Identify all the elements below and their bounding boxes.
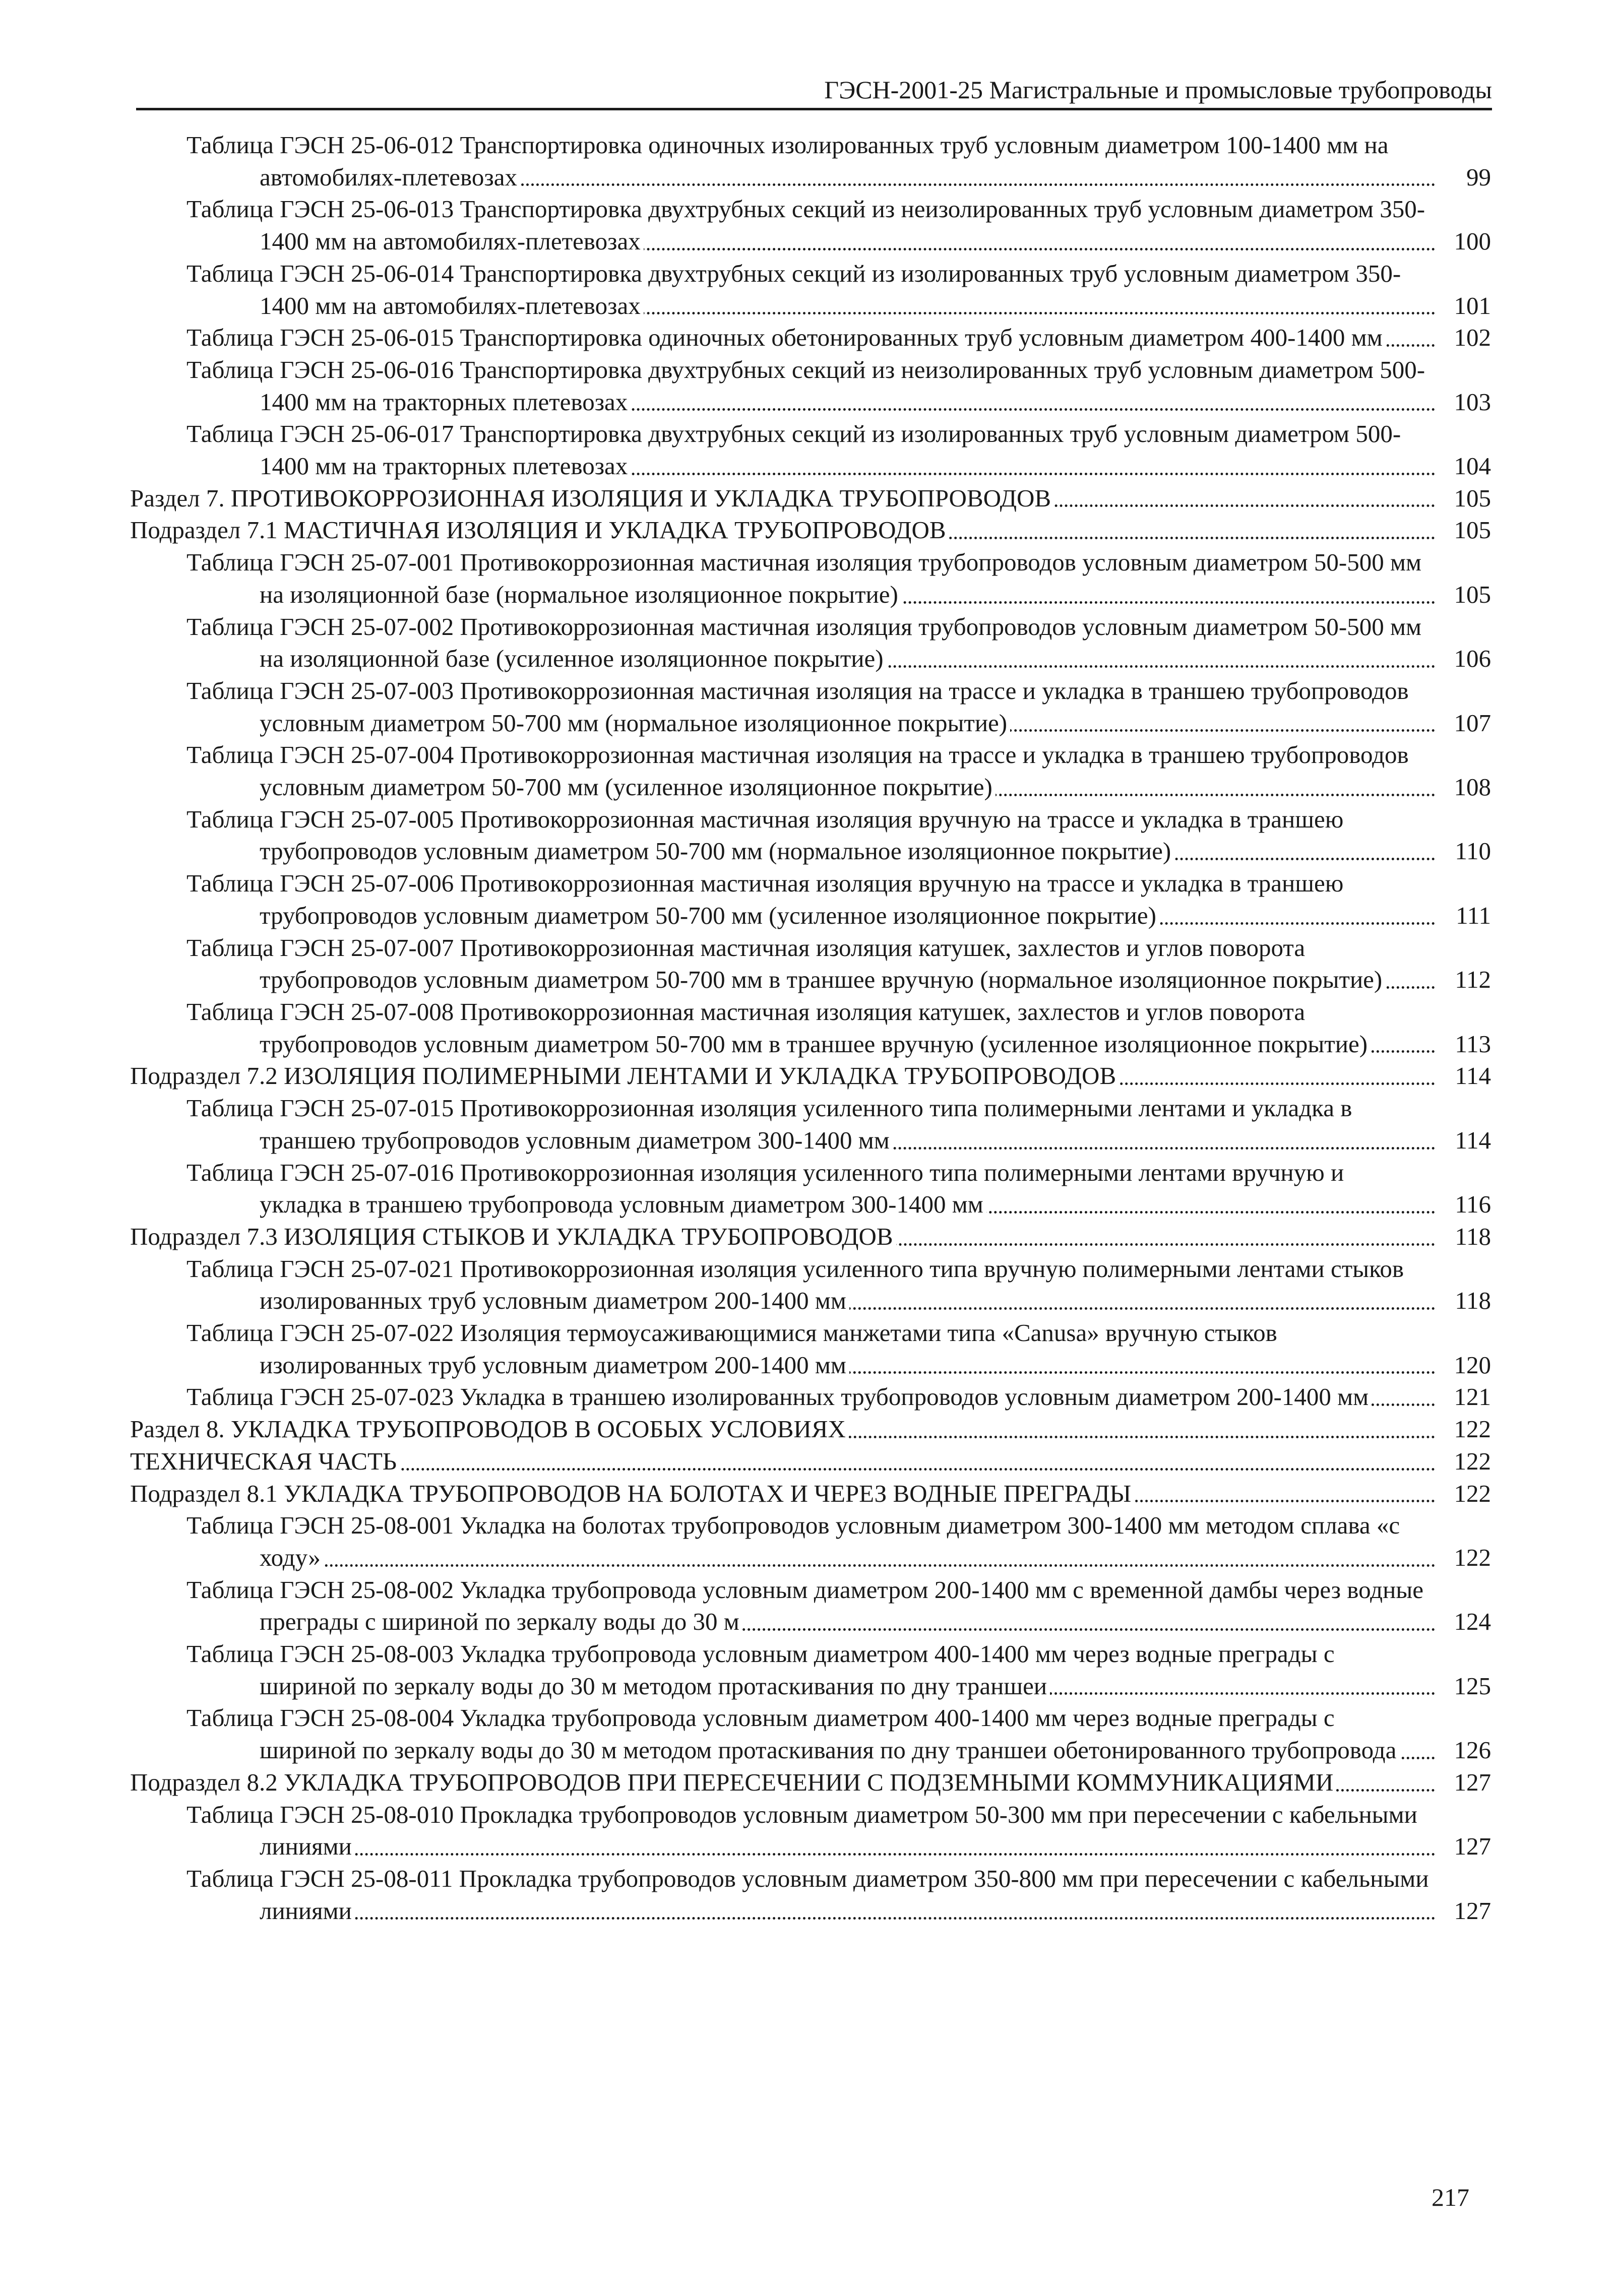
toc-entry-page: 101 xyxy=(1450,290,1492,322)
toc-entry-title: Таблица ГЭСН 25-07-015 Противокоррозионная изоляция усиленного типа полимерными лентами и укладка в траншею трубопроводов условным диаметром 300-1400 мм xyxy=(187,1094,1352,1154)
toc-table-entry[interactable] xyxy=(187,1092,1491,1156)
toc-entry-page: 118 xyxy=(1451,1221,1491,1253)
toc-table-entry[interactable] xyxy=(187,258,1491,322)
toc-entry-page: 122 xyxy=(1450,1445,1492,1478)
toc-entry-page: 121 xyxy=(1450,1381,1492,1413)
toc-table-entry[interactable] xyxy=(187,1799,1491,1863)
toc-entry-page: 110 xyxy=(1451,835,1491,867)
toc-entry-title: Подраздел 7.1 МАСТИЧНАЯ ИЗОЛЯЦИЯ И УКЛАДКА ТРУБОПРОВОДОВ xyxy=(130,516,949,544)
toc-entry-title: Таблица ГЭСН 25-07-002 Противокоррозионная мастичная изоляция трубопроводов условным диаметром 50-500 мм на изоляционной базе (усиленное изоляционное покрытие) xyxy=(187,612,1421,673)
toc-table-entry[interactable] xyxy=(187,739,1491,803)
toc-entry-title: Раздел 7. ПРОТИВОКОРРОЗИОННАЯ ИЗОЛЯЦИЯ И УКЛАДКА ТРУБОПРОВОДОВ xyxy=(130,484,1054,512)
toc-entry-page: 114 xyxy=(1451,1060,1491,1092)
toc-table-entry[interactable] xyxy=(187,1253,1491,1317)
toc-entry-page: 116 xyxy=(1451,1188,1491,1221)
toc-table-entry[interactable] xyxy=(187,1638,1491,1702)
toc-entry-title: Таблица ГЭСН 25-07-022 Изоляция термоусаживающимися манжетами типа «Canusa» вручную стыков изолированных труб условным диаметром 200-1400 мм xyxy=(187,1319,1277,1379)
toc-entry-page: 113 xyxy=(1451,1028,1491,1060)
toc-entry-page: 122 xyxy=(1450,1478,1492,1510)
toc-subsection-entry[interactable] xyxy=(130,1221,1491,1253)
toc-entry-title: Таблица ГЭСН 25-06-012 Транспортировка одиночных изолированных труб условным диаметром 100-1400 мм на автомобилях-плетевозах xyxy=(187,131,1389,191)
toc-table-entry[interactable] xyxy=(187,1702,1491,1766)
toc-entry-page: 105 xyxy=(1450,514,1492,546)
toc-entry-page: 112 xyxy=(1451,964,1491,996)
toc-entry-title: Таблица ГЭСН 25-08-002 Укладка трубопровода условным диаметром 200-1400 мм с временной дамбы через водные преграды с шириной по зеркалу воды до 30 м xyxy=(187,1575,1423,1636)
toc-entry-title: Таблица ГЭСН 25-07-008 Противокоррозионная мастичная изоляция катушек, захлестов и углов поворота трубопроводов условным диаметром 50-700 мм в траншее вручную (усиленное изоляционное покрытие) xyxy=(187,998,1371,1058)
toc-entry-title: Таблица ГЭСН 25-07-005 Противокоррозионная мастичная изоляция вручную на трассе и укладка в траншею трубопроводов условным диаметром 50-700 мм (нормальное изоляционное покрытие) xyxy=(187,805,1344,865)
toc-entry-page: 99 xyxy=(1462,161,1491,194)
toc-table-entry[interactable] xyxy=(187,996,1491,1060)
toc-subsection-entry[interactable] xyxy=(130,514,1491,546)
toc-entry-title: Таблица ГЭСН 25-06-014 Транспортировка двухтрубных секций из изолированных труб условным диаметром 350-1400 мм на автомобилях-плетевозах xyxy=(187,259,1401,320)
toc-entry-title: Таблица ГЭСН 25-06-017 Транспортировка двухтрубных секций из изолированных труб условным диаметром 500-1400 мм на тракторных плетевозах xyxy=(187,420,1401,480)
toc-table-entry[interactable] xyxy=(187,1317,1491,1381)
toc-entry-title: Таблица ГЭСН 25-06-013 Транспортировка двухтрубных секций из неизолированных труб условным диаметром 350-1400 мм на автомобилях-плетевозах xyxy=(187,195,1425,256)
toc-table-entry[interactable] xyxy=(187,546,1491,610)
toc-entry-page: 126 xyxy=(1450,1734,1492,1766)
toc-entry-title: Подраздел 8.1 УКЛАДКА ТРУБОПРОВОДОВ НА БОЛОТАХ И ЧЕРЕЗ ВОДНЫЕ ПРЕГРАДЫ xyxy=(130,1480,1134,1507)
toc-table-entry[interactable] xyxy=(187,1574,1491,1638)
page-number: 217 xyxy=(1432,2183,1469,2211)
toc-table-entry[interactable] xyxy=(187,932,1491,996)
toc-section-entry[interactable] xyxy=(130,1413,1491,1445)
toc-table-entry[interactable] xyxy=(187,1381,1491,1413)
toc-entry-title: Таблица ГЭСН 25-07-007 Противокоррозионная мастичная изоляция катушек, захлестов и углов поворота трубопроводов условным диаметром 50-700 мм в траншее вручную (нормальное изоляционное покрытие) xyxy=(187,934,1385,994)
toc-entry-title: Таблица ГЭСН 25-07-004 Противокоррозионная мастичная изоляция на трассе и укладка в траншею трубопроводов условным диаметром 50-700 мм (усиленное изоляционное покрытие) xyxy=(187,741,1409,801)
toc-subsection-entry[interactable] xyxy=(130,1060,1491,1092)
toc-entry-title: Таблица ГЭСН 25-08-003 Укладка трубопровода условным диаметром 400-1400 мм через водные преграды с шириной по зеркалу воды до 30 м методом протаскивания по дну траншеи xyxy=(187,1640,1335,1700)
toc-entry-page: 103 xyxy=(1450,386,1492,418)
toc-entry-page: 125 xyxy=(1450,1670,1492,1702)
toc-entry-title: Таблица ГЭСН 25-06-016 Транспортировка двухтрубных секций из неизолированных труб условным диаметром 500-1400 мм на тракторных плетевозах xyxy=(187,355,1425,416)
toc-table-entry[interactable] xyxy=(187,1509,1491,1573)
toc-entry-page: 127 xyxy=(1450,1830,1492,1863)
toc-table-entry[interactable] xyxy=(187,803,1491,867)
toc-subsection-entry[interactable] xyxy=(130,1478,1491,1510)
toc-table-entry[interactable] xyxy=(187,611,1491,675)
toc-entry-page: 106 xyxy=(1450,643,1492,675)
toc-entry-page: 100 xyxy=(1450,225,1492,258)
toc-section-entry[interactable] xyxy=(130,1445,1491,1478)
toc-entry-title: Подраздел 7.3 ИЗОЛЯЦИЯ СТЫКОВ И УКЛАДКА ТРУБОПРОВОДОВ xyxy=(130,1223,896,1250)
toc-table-entry[interactable] xyxy=(187,129,1491,193)
toc-entry-page: 102 xyxy=(1450,322,1492,354)
toc-entry-title: Таблица ГЭСН 25-07-001 Противокоррозионная мастичная изоляция трубопроводов условным диаметром 50-500 мм на изоляционной базе (нормальное изоляционное покрытие) xyxy=(187,548,1421,608)
toc-entry-title: Таблица ГЭСН 25-07-023 Укладка в траншею изолированных трубопроводов условным диаметром 200-1400 мм xyxy=(187,1383,1372,1411)
toc-entry-title: Таблица ГЭСН 25-08-010 Прокладка трубопроводов условным диаметром 50-300 мм при пересечении с кабельными линиями xyxy=(187,1800,1417,1861)
toc-entry-page: 104 xyxy=(1450,450,1492,482)
toc-table-entry[interactable] xyxy=(187,1863,1491,1927)
table-of-contents xyxy=(130,129,1491,1927)
toc-section-entry[interactable] xyxy=(130,482,1491,515)
toc-entry-page: 122 xyxy=(1450,1413,1492,1445)
toc-table-entry[interactable] xyxy=(187,1157,1491,1221)
toc-table-entry[interactable] xyxy=(187,867,1491,931)
toc-entry-title: Таблица ГЭСН 25-07-006 Противокоррозионная мастичная изоляция вручную на трассе и укладка в траншею трубопроводов условным диаметром 50-700 мм (усиленное изоляционное покрытие) xyxy=(187,869,1344,929)
toc-entry-title: Таблица ГЭСН 25-08-011 Прокладка трубопроводов условным диаметром 350-800 мм при пересечении с кабельными линиями xyxy=(187,1864,1429,1925)
toc-table-entry[interactable] xyxy=(187,322,1491,354)
toc-entry-title: Подраздел 8.2 УКЛАДКА ТРУБОПРОВОДОВ ПРИ ПЕРЕСЕЧЕНИИ С ПОДЗЕМНЫМИ КОММУНИКАЦИЯМИ xyxy=(130,1768,1336,1796)
running-header: ГЭСН-2001-25 Магистральные и промысловые трубопроводы xyxy=(136,75,1492,110)
toc-entry-title: Таблица ГЭСН 25-08-004 Укладка трубопровода условным диаметром 400-1400 мм через водные преграды с шириной по зеркалу воды до 30 м методом протаскивания по дну траншеи обетонированного трубопровода xyxy=(187,1704,1399,1764)
toc-entry-title: Таблица ГЭСН 25-06-015 Транспортировка одиночных обетонированных труб условным диаметром 400-1400 мм xyxy=(187,324,1386,351)
toc-entry-title: ТЕХНИЧЕСКАЯ ЧАСТЬ xyxy=(130,1447,400,1475)
toc-entry-page: 107 xyxy=(1450,707,1492,739)
toc-entry-page: 118 xyxy=(1451,1285,1491,1317)
toc-table-entry[interactable] xyxy=(187,193,1491,257)
toc-entry-page: 122 xyxy=(1450,1542,1492,1574)
toc-entry-page: 105 xyxy=(1450,482,1492,515)
toc-entry-page: 127 xyxy=(1450,1766,1492,1799)
toc-entry-page: 120 xyxy=(1450,1349,1492,1381)
toc-entry-page: 124 xyxy=(1450,1606,1492,1638)
toc-entry-title: Раздел 8. УКЛАДКА ТРУБОПРОВОДОВ В ОСОБЫХ УСЛОВИЯХ xyxy=(130,1415,849,1443)
toc-entry-page: 127 xyxy=(1450,1895,1492,1927)
toc-entry-page: 111 xyxy=(1452,900,1491,932)
toc-entry-page: 105 xyxy=(1450,579,1492,611)
toc-entry-title: Подраздел 7.2 ИЗОЛЯЦИЯ ПОЛИМЕРНЫМИ ЛЕНТАМИ И УКЛАДКА ТРУБОПРОВОДОВ xyxy=(130,1062,1119,1090)
toc-entry-title: Таблица ГЭСН 25-07-003 Противокоррозионная мастичная изоляция на трассе и укладка в траншею трубопроводов условным диаметром 50-700 мм (нормальное изоляционное покрытие) xyxy=(187,676,1409,737)
toc-subsection-entry[interactable] xyxy=(130,1766,1491,1799)
toc-entry-title: Таблица ГЭСН 25-07-021 Противокоррозионная изоляция усиленного типа вручную полимерными лентами стыков изолированных труб условным диаметром 200-1400 мм xyxy=(187,1254,1404,1315)
toc-entry-page: 108 xyxy=(1450,771,1492,803)
toc-entry-page: 114 xyxy=(1451,1124,1491,1157)
toc-entry-title: Таблица ГЭСН 25-07-016 Противокоррозионная изоляция усиленного типа полимерными лентами вручную и укладка в траншею трубопровода условным диаметром 300-1400 мм xyxy=(187,1158,1344,1219)
toc-entry-title: Таблица ГЭСН 25-08-001 Укладка на болотах трубопроводов условным диаметром 300-1400 мм методом сплава «с ходу» xyxy=(187,1511,1400,1571)
toc-table-entry[interactable] xyxy=(187,675,1491,739)
toc-table-entry[interactable] xyxy=(187,354,1491,418)
toc-table-entry[interactable] xyxy=(187,418,1491,482)
